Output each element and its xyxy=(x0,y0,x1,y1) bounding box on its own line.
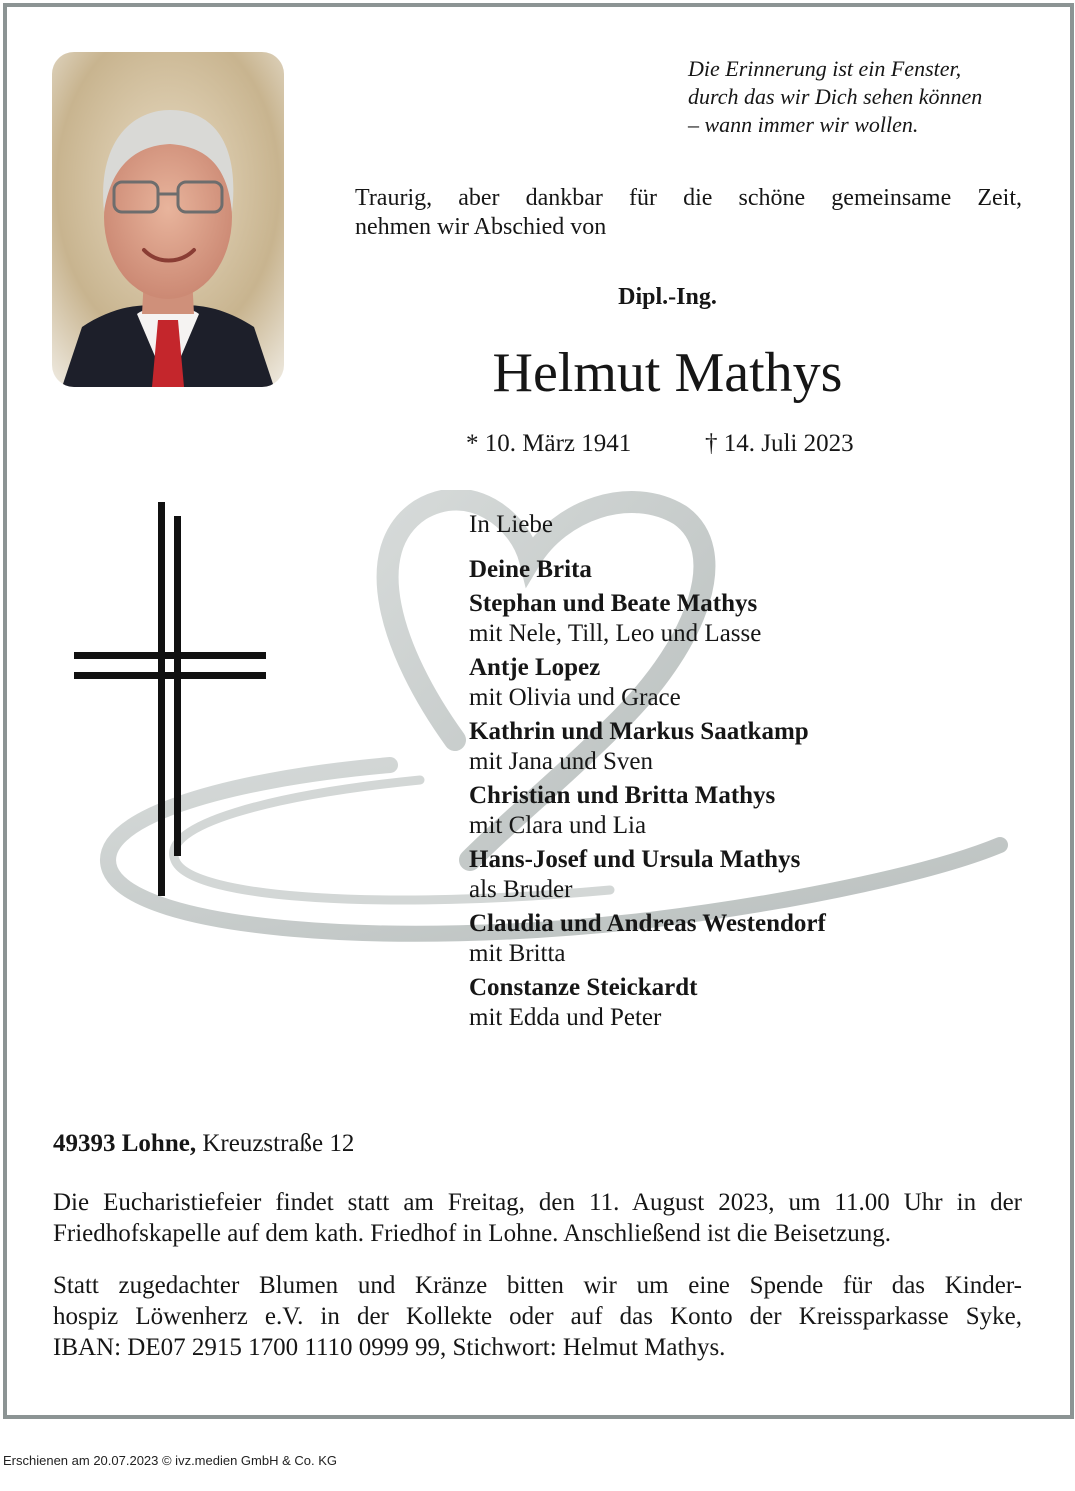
family-entry xyxy=(469,555,1029,585)
quote-line: – wann immer wir wollen. xyxy=(688,112,919,137)
quote-line: durch das wir Dich sehen können xyxy=(688,84,983,109)
family-member-name: Kathrin und Markus Saatkamp xyxy=(469,718,809,745)
address xyxy=(53,1130,354,1158)
family-member-name: Antje Lopez xyxy=(469,654,601,681)
portrait-photo xyxy=(52,52,284,387)
family-entry xyxy=(469,845,1029,905)
family-entry xyxy=(469,589,1029,649)
family-entry xyxy=(469,973,1029,1033)
cross-icon xyxy=(74,502,266,898)
family-member-relation: mit Edda und Peter xyxy=(469,1004,662,1031)
family-entry xyxy=(469,717,1029,777)
family-member-relation: mit Britta xyxy=(469,940,566,967)
address-street: Kreuzstraße 12 xyxy=(202,1130,355,1157)
intro-line: Traurig, aber dankbar für die schöne gemeinsame Zeit, xyxy=(355,185,1022,211)
donation-line: hospiz Löwenherz e.V. in der Kollekte oder auf das Konto der Kreissparkasse Syke, xyxy=(53,1303,1022,1330)
family-member-name: Claudia und Andreas Westendorf xyxy=(469,910,826,937)
deceased-name: Helmut Mathys xyxy=(492,342,843,404)
family-entry xyxy=(469,909,1029,969)
family-member-name: Constanze Steickardt xyxy=(469,974,698,1001)
service-line: Friedhofskapelle auf dem kath. Friedhof in Lohne. Anschließend ist die Beisetzung. xyxy=(53,1220,892,1247)
family-intro: In Liebe xyxy=(469,511,553,538)
death-date: † 14. Juli 2023 xyxy=(705,430,854,457)
birth-date: * 10. März 1941 xyxy=(466,430,632,457)
donation-line: Statt zugedachter Blumen und Kränze bitten wir um eine Spende für das Kinder- xyxy=(53,1272,1022,1299)
family-member-name: Deine Brita xyxy=(469,556,592,583)
family-list xyxy=(469,510,1029,1037)
family-member-relation: mit Olivia und Grace xyxy=(469,684,681,711)
family-member-relation: mit Clara und Lia xyxy=(469,812,647,839)
service-info xyxy=(53,1187,1022,1249)
family-member-relation: als Bruder xyxy=(469,876,573,903)
service-line: Die Eucharistiefeier findet statt am Freitag, den 11. August 2023, um 11.00 Uhr in der xyxy=(53,1189,1022,1216)
publication-footer: Erschienen am 20.07.2023 © ivz.medien GmbH & Co. KG xyxy=(3,1453,338,1468)
academic-title: Dipl.-Ing. xyxy=(618,284,717,310)
family-member-name: Hans-Josef und Ursula Mathys xyxy=(469,846,801,873)
family-member-name: Stephan und Beate Mathys xyxy=(469,590,758,617)
intro-line: nehmen wir Abschied von xyxy=(355,214,607,240)
family-entry xyxy=(469,781,1029,841)
quote-line: Die Erinnerung ist ein Fenster, xyxy=(688,56,962,81)
intro-text xyxy=(355,184,1022,242)
family-member-relation: mit Nele, Till, Leo und Lasse xyxy=(469,620,762,647)
family-entry xyxy=(469,653,1029,713)
donation-line: IBAN: DE07 2915 1700 1110 0999 99, Stichwort: Helmut Mathys. xyxy=(53,1334,726,1361)
family-member-relation: mit Jana und Sven xyxy=(469,748,654,775)
family-member-name: Christian und Britta Mathys xyxy=(469,782,776,809)
donation-info xyxy=(53,1270,1022,1363)
memorial-quote xyxy=(688,55,1028,139)
address-city: 49393 Lohne, xyxy=(53,1130,197,1157)
